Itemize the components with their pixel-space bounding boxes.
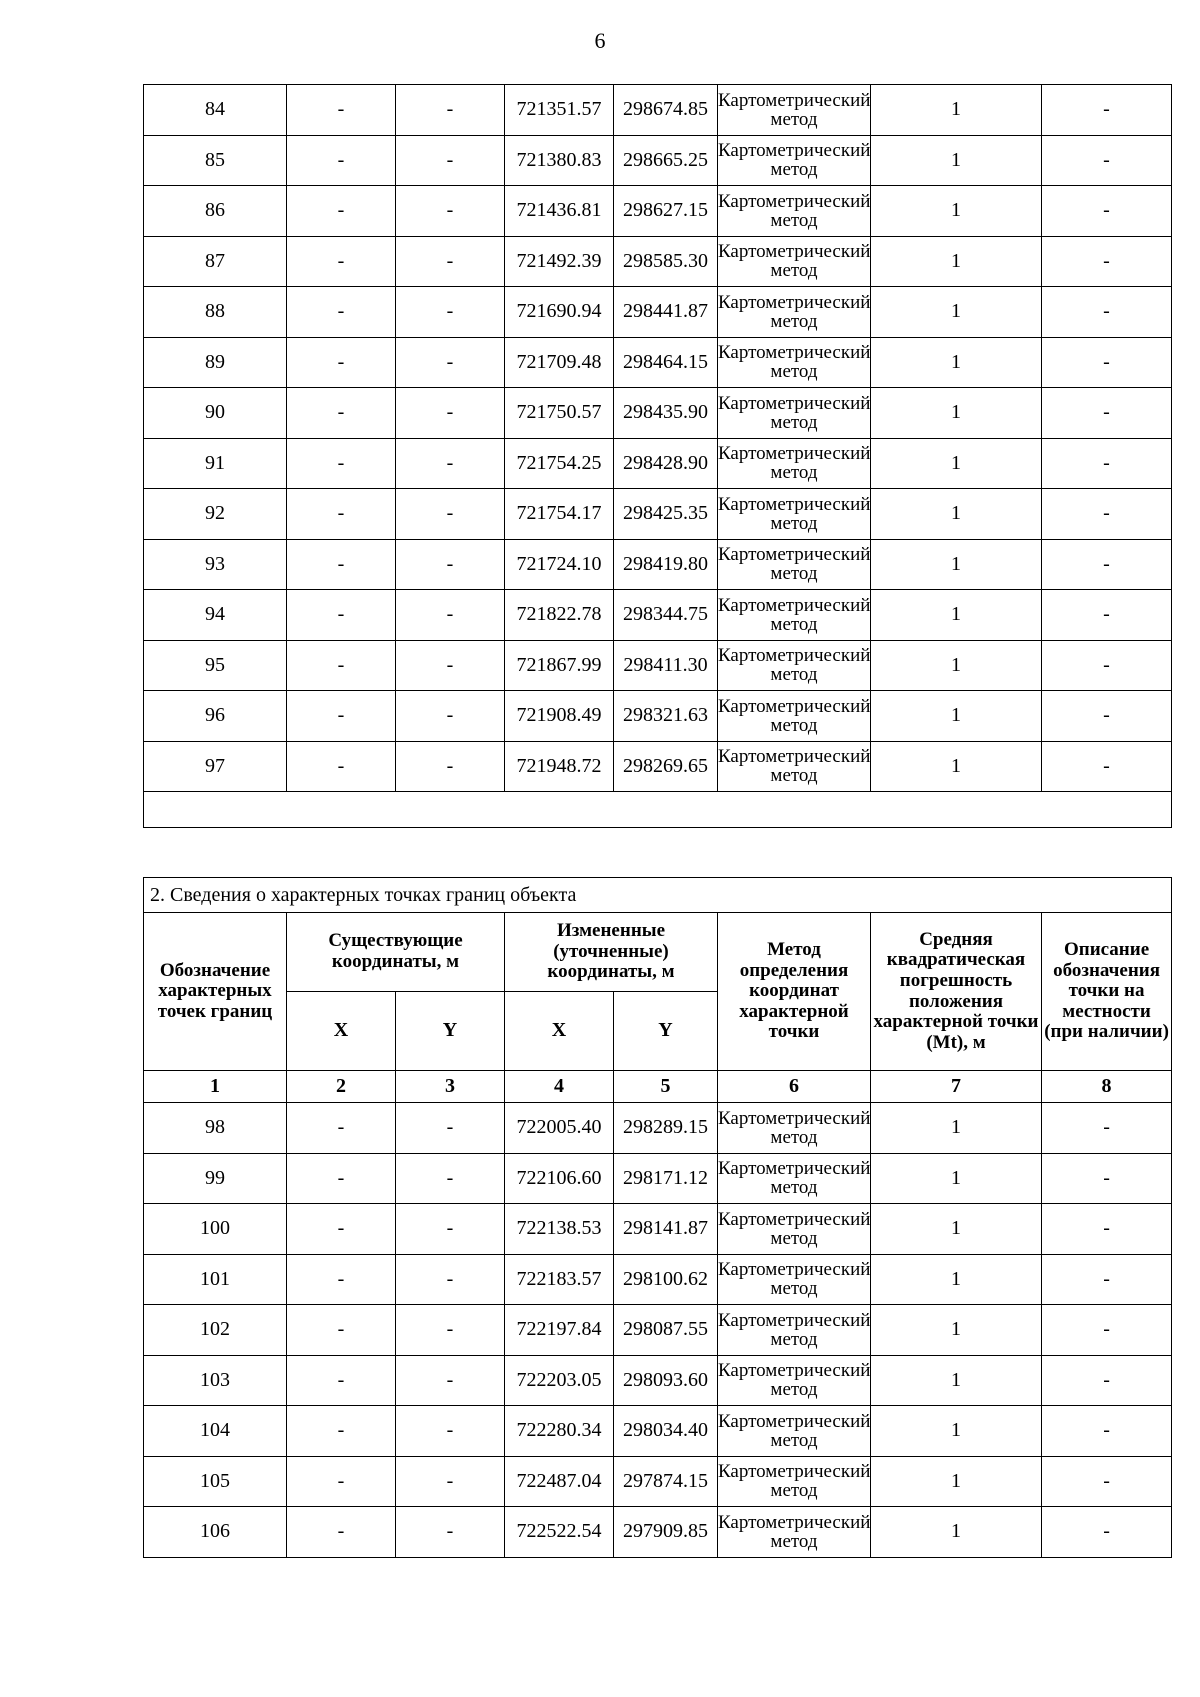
error-cell: 1 (871, 1254, 1042, 1305)
existing-x: - (287, 590, 396, 641)
header-changed-y: Y (614, 992, 718, 1071)
existing-x: - (287, 489, 396, 540)
existing-x: - (287, 337, 396, 388)
column-number: 3 (396, 1071, 505, 1103)
point-number: 94 (144, 590, 287, 641)
description-cell: - (1042, 85, 1172, 136)
changed-y: 298289.15 (614, 1103, 718, 1154)
existing-y: - (396, 1153, 505, 1204)
table-body (144, 1103, 1172, 1558)
method-cell: Картометрический метод (718, 1355, 871, 1406)
error-cell: 1 (871, 287, 1042, 338)
existing-y: - (396, 539, 505, 590)
changed-y: 298093.60 (614, 1355, 718, 1406)
table-body (144, 85, 1172, 828)
method-cell: Картометрический метод (718, 135, 871, 186)
description-cell: - (1042, 287, 1172, 338)
existing-y: - (396, 741, 505, 792)
table-row (144, 691, 1172, 742)
error-cell: 1 (871, 186, 1042, 237)
method-cell: Картометрический метод (718, 691, 871, 742)
point-number: 103 (144, 1355, 287, 1406)
error-cell: 1 (871, 489, 1042, 540)
changed-y: 298435.90 (614, 388, 718, 439)
column-number: 8 (1042, 1071, 1172, 1103)
header-designation: Обозначение характерных точек границ (144, 913, 287, 1071)
table-row (144, 1456, 1172, 1507)
column-number: 1 (144, 1071, 287, 1103)
table-row (144, 287, 1172, 338)
column-number: 7 (871, 1071, 1042, 1103)
changed-x: 722280.34 (505, 1406, 614, 1457)
description-cell: - (1042, 337, 1172, 388)
changed-y: 298141.87 (614, 1204, 718, 1255)
changed-x: 722197.84 (505, 1305, 614, 1356)
table-row (144, 337, 1172, 388)
method-cell: Картометрический метод (718, 539, 871, 590)
method-cell: Картометрический метод (718, 1507, 871, 1558)
existing-y: - (396, 1507, 505, 1558)
header-existing-y: Y (396, 992, 505, 1071)
existing-x: - (287, 1254, 396, 1305)
column-numbers-row (144, 1071, 1172, 1103)
changed-x: 722005.40 (505, 1103, 614, 1154)
existing-x: - (287, 287, 396, 338)
point-number: 97 (144, 741, 287, 792)
existing-x: - (287, 1204, 396, 1255)
error-cell: 1 (871, 539, 1042, 590)
table-row (144, 640, 1172, 691)
existing-y: - (396, 1406, 505, 1457)
existing-x: - (287, 1355, 396, 1406)
changed-y: 298419.80 (614, 539, 718, 590)
description-cell: - (1042, 1103, 1172, 1154)
method-cell: Картометрический метод (718, 186, 871, 237)
point-number: 105 (144, 1456, 287, 1507)
changed-x: 722522.54 (505, 1507, 614, 1558)
table-row (144, 1507, 1172, 1558)
column-number: 2 (287, 1071, 396, 1103)
existing-x: - (287, 438, 396, 489)
description-cell: - (1042, 186, 1172, 237)
existing-x: - (287, 1103, 396, 1154)
changed-y: 298674.85 (614, 85, 718, 136)
existing-x: - (287, 1406, 396, 1457)
method-cell: Картометрический метод (718, 1406, 871, 1457)
existing-y: - (396, 438, 505, 489)
method-cell: Картометрический метод (718, 337, 871, 388)
existing-x: - (287, 388, 396, 439)
changed-y: 298665.25 (614, 135, 718, 186)
description-cell: - (1042, 1254, 1172, 1305)
method-cell: Картометрический метод (718, 388, 871, 439)
method-cell: Картометрический метод (718, 1153, 871, 1204)
existing-y: - (396, 236, 505, 287)
description-cell: - (1042, 1305, 1172, 1356)
changed-x: 721709.48 (505, 337, 614, 388)
table-row (144, 388, 1172, 439)
point-number: 96 (144, 691, 287, 742)
column-number: 4 (505, 1071, 614, 1103)
existing-y: - (396, 1355, 505, 1406)
point-number: 85 (144, 135, 287, 186)
changed-x: 721754.25 (505, 438, 614, 489)
point-number: 104 (144, 1406, 287, 1457)
table-row (144, 186, 1172, 237)
method-cell: Картометрический метод (718, 287, 871, 338)
method-cell: Картометрический метод (718, 640, 871, 691)
error-cell: 1 (871, 1305, 1042, 1356)
changed-x: 721750.57 (505, 388, 614, 439)
error-cell: 1 (871, 438, 1042, 489)
error-cell: 1 (871, 337, 1042, 388)
point-number: 86 (144, 186, 287, 237)
header-changed-coordinates: Измененные (уточненные) координаты, м (505, 913, 718, 992)
boundary-points-table-continued (143, 84, 1172, 828)
point-number: 93 (144, 539, 287, 590)
method-cell: Картометрический метод (718, 1103, 871, 1154)
existing-x: - (287, 1507, 396, 1558)
description-cell: - (1042, 539, 1172, 590)
error-cell: 1 (871, 1406, 1042, 1457)
changed-y: 298034.40 (614, 1406, 718, 1457)
existing-x: - (287, 236, 396, 287)
method-cell: Картометрический метод (718, 1254, 871, 1305)
changed-y: 298425.35 (614, 489, 718, 540)
description-cell: - (1042, 1456, 1172, 1507)
method-cell: Картометрический метод (718, 1204, 871, 1255)
table-row (144, 236, 1172, 287)
existing-y: - (396, 590, 505, 641)
method-cell: Картометрический метод (718, 438, 871, 489)
header-description: Описание обозначения точки на местности (при наличии) (1042, 913, 1172, 1071)
error-cell: 1 (871, 135, 1042, 186)
existing-x: - (287, 1305, 396, 1356)
description-cell: - (1042, 1204, 1172, 1255)
changed-x: 721436.81 (505, 186, 614, 237)
point-number: 98 (144, 1103, 287, 1154)
existing-y: - (396, 1305, 505, 1356)
existing-y: - (396, 186, 505, 237)
changed-x: 722487.04 (505, 1456, 614, 1507)
description-cell: - (1042, 489, 1172, 540)
description-cell: - (1042, 640, 1172, 691)
changed-y: 298321.63 (614, 691, 718, 742)
description-cell: - (1042, 590, 1172, 641)
changed-x: 721754.17 (505, 489, 614, 540)
point-number: 99 (144, 1153, 287, 1204)
changed-y: 298171.12 (614, 1153, 718, 1204)
method-cell: Картометрический метод (718, 1456, 871, 1507)
changed-y: 297909.85 (614, 1507, 718, 1558)
method-cell: Картометрический метод (718, 489, 871, 540)
description-cell: - (1042, 741, 1172, 792)
header-changed-x: X (505, 992, 614, 1071)
point-number: 101 (144, 1254, 287, 1305)
changed-y: 298411.30 (614, 640, 718, 691)
changed-x: 722203.05 (505, 1355, 614, 1406)
table-row (144, 1406, 1172, 1457)
point-number: 100 (144, 1204, 287, 1255)
header-existing-x: X (287, 992, 396, 1071)
existing-y: - (396, 388, 505, 439)
changed-y: 297874.15 (614, 1456, 718, 1507)
boundary-points-table (143, 877, 1172, 1558)
error-cell: 1 (871, 1103, 1042, 1154)
existing-x: - (287, 135, 396, 186)
error-cell: 1 (871, 1204, 1042, 1255)
table-row (144, 85, 1172, 136)
existing-y: - (396, 691, 505, 742)
point-number: 90 (144, 388, 287, 439)
point-number: 84 (144, 85, 287, 136)
point-number: 87 (144, 236, 287, 287)
error-cell: 1 (871, 1355, 1042, 1406)
table-row (144, 590, 1172, 641)
existing-y: - (396, 85, 505, 136)
changed-x: 721351.57 (505, 85, 614, 136)
empty-row (144, 792, 1172, 828)
header-existing-coordinates: Существующие координаты, м (287, 913, 505, 992)
changed-y: 298627.15 (614, 186, 718, 237)
section-title: 2. Сведения о характерных точках границ объекта (144, 878, 1172, 913)
empty-cell (144, 792, 1172, 828)
existing-x: - (287, 85, 396, 136)
description-cell: - (1042, 438, 1172, 489)
changed-y: 298428.90 (614, 438, 718, 489)
existing-y: - (396, 489, 505, 540)
method-cell: Картометрический метод (718, 1305, 871, 1356)
method-cell: Картометрический метод (718, 85, 871, 136)
error-cell: 1 (871, 741, 1042, 792)
description-cell: - (1042, 388, 1172, 439)
changed-y: 298585.30 (614, 236, 718, 287)
table-row (144, 438, 1172, 489)
description-cell: - (1042, 691, 1172, 742)
method-cell: Картометрический метод (718, 236, 871, 287)
column-number: 6 (718, 1071, 871, 1103)
changed-y: 298269.65 (614, 741, 718, 792)
error-cell: 1 (871, 388, 1042, 439)
table-row (144, 489, 1172, 540)
point-number: 92 (144, 489, 287, 540)
page-number: 6 (594, 28, 606, 53)
point-number: 88 (144, 287, 287, 338)
error-cell: 1 (871, 1507, 1042, 1558)
table-row (144, 1153, 1172, 1204)
changed-y: 298464.15 (614, 337, 718, 388)
existing-x: - (287, 1456, 396, 1507)
changed-y: 298100.62 (614, 1254, 718, 1305)
changed-x: 721380.83 (505, 135, 614, 186)
changed-y: 298087.55 (614, 1305, 718, 1356)
table-row (144, 135, 1172, 186)
header-error: Средняя квадратическая погрешность положения характерной точки (Mt), м (871, 913, 1042, 1071)
existing-y: - (396, 135, 505, 186)
changed-x: 722106.60 (505, 1153, 614, 1204)
point-number: 102 (144, 1305, 287, 1356)
changed-x: 721948.72 (505, 741, 614, 792)
description-cell: - (1042, 1507, 1172, 1558)
changed-x: 721690.94 (505, 287, 614, 338)
changed-x: 721724.10 (505, 539, 614, 590)
header-method: Метод определения координат характерной точки (718, 913, 871, 1071)
existing-x: - (287, 640, 396, 691)
changed-x: 721867.99 (505, 640, 614, 691)
error-cell: 1 (871, 590, 1042, 641)
changed-x: 721492.39 (505, 236, 614, 287)
error-cell: 1 (871, 85, 1042, 136)
table-row (144, 1204, 1172, 1255)
existing-x: - (287, 186, 396, 237)
point-number: 95 (144, 640, 287, 691)
error-cell: 1 (871, 691, 1042, 742)
table-row (144, 1355, 1172, 1406)
table-row (144, 1305, 1172, 1356)
existing-y: - (396, 337, 505, 388)
point-number: 91 (144, 438, 287, 489)
description-cell: - (1042, 1355, 1172, 1406)
table-row (144, 1254, 1172, 1305)
changed-x: 721822.78 (505, 590, 614, 641)
column-number: 5 (614, 1071, 718, 1103)
description-cell: - (1042, 1153, 1172, 1204)
table-row (144, 539, 1172, 590)
description-cell: - (1042, 135, 1172, 186)
existing-y: - (396, 1204, 505, 1255)
existing-x: - (287, 691, 396, 742)
existing-y: - (396, 640, 505, 691)
point-number: 106 (144, 1507, 287, 1558)
error-cell: 1 (871, 1153, 1042, 1204)
description-cell: - (1042, 1406, 1172, 1457)
changed-x: 722183.57 (505, 1254, 614, 1305)
changed-y: 298344.75 (614, 590, 718, 641)
changed-x: 722138.53 (505, 1204, 614, 1255)
existing-y: - (396, 1103, 505, 1154)
error-cell: 1 (871, 1456, 1042, 1507)
existing-x: - (287, 539, 396, 590)
existing-y: - (396, 287, 505, 338)
point-number: 89 (144, 337, 287, 388)
existing-x: - (287, 741, 396, 792)
method-cell: Картометрический метод (718, 741, 871, 792)
existing-y: - (396, 1254, 505, 1305)
changed-x: 721908.49 (505, 691, 614, 742)
error-cell: 1 (871, 236, 1042, 287)
method-cell: Картометрический метод (718, 590, 871, 641)
table-row (144, 1103, 1172, 1154)
existing-x: - (287, 1153, 396, 1204)
changed-y: 298441.87 (614, 287, 718, 338)
existing-y: - (396, 1456, 505, 1507)
error-cell: 1 (871, 640, 1042, 691)
table-row (144, 741, 1172, 792)
description-cell: - (1042, 236, 1172, 287)
